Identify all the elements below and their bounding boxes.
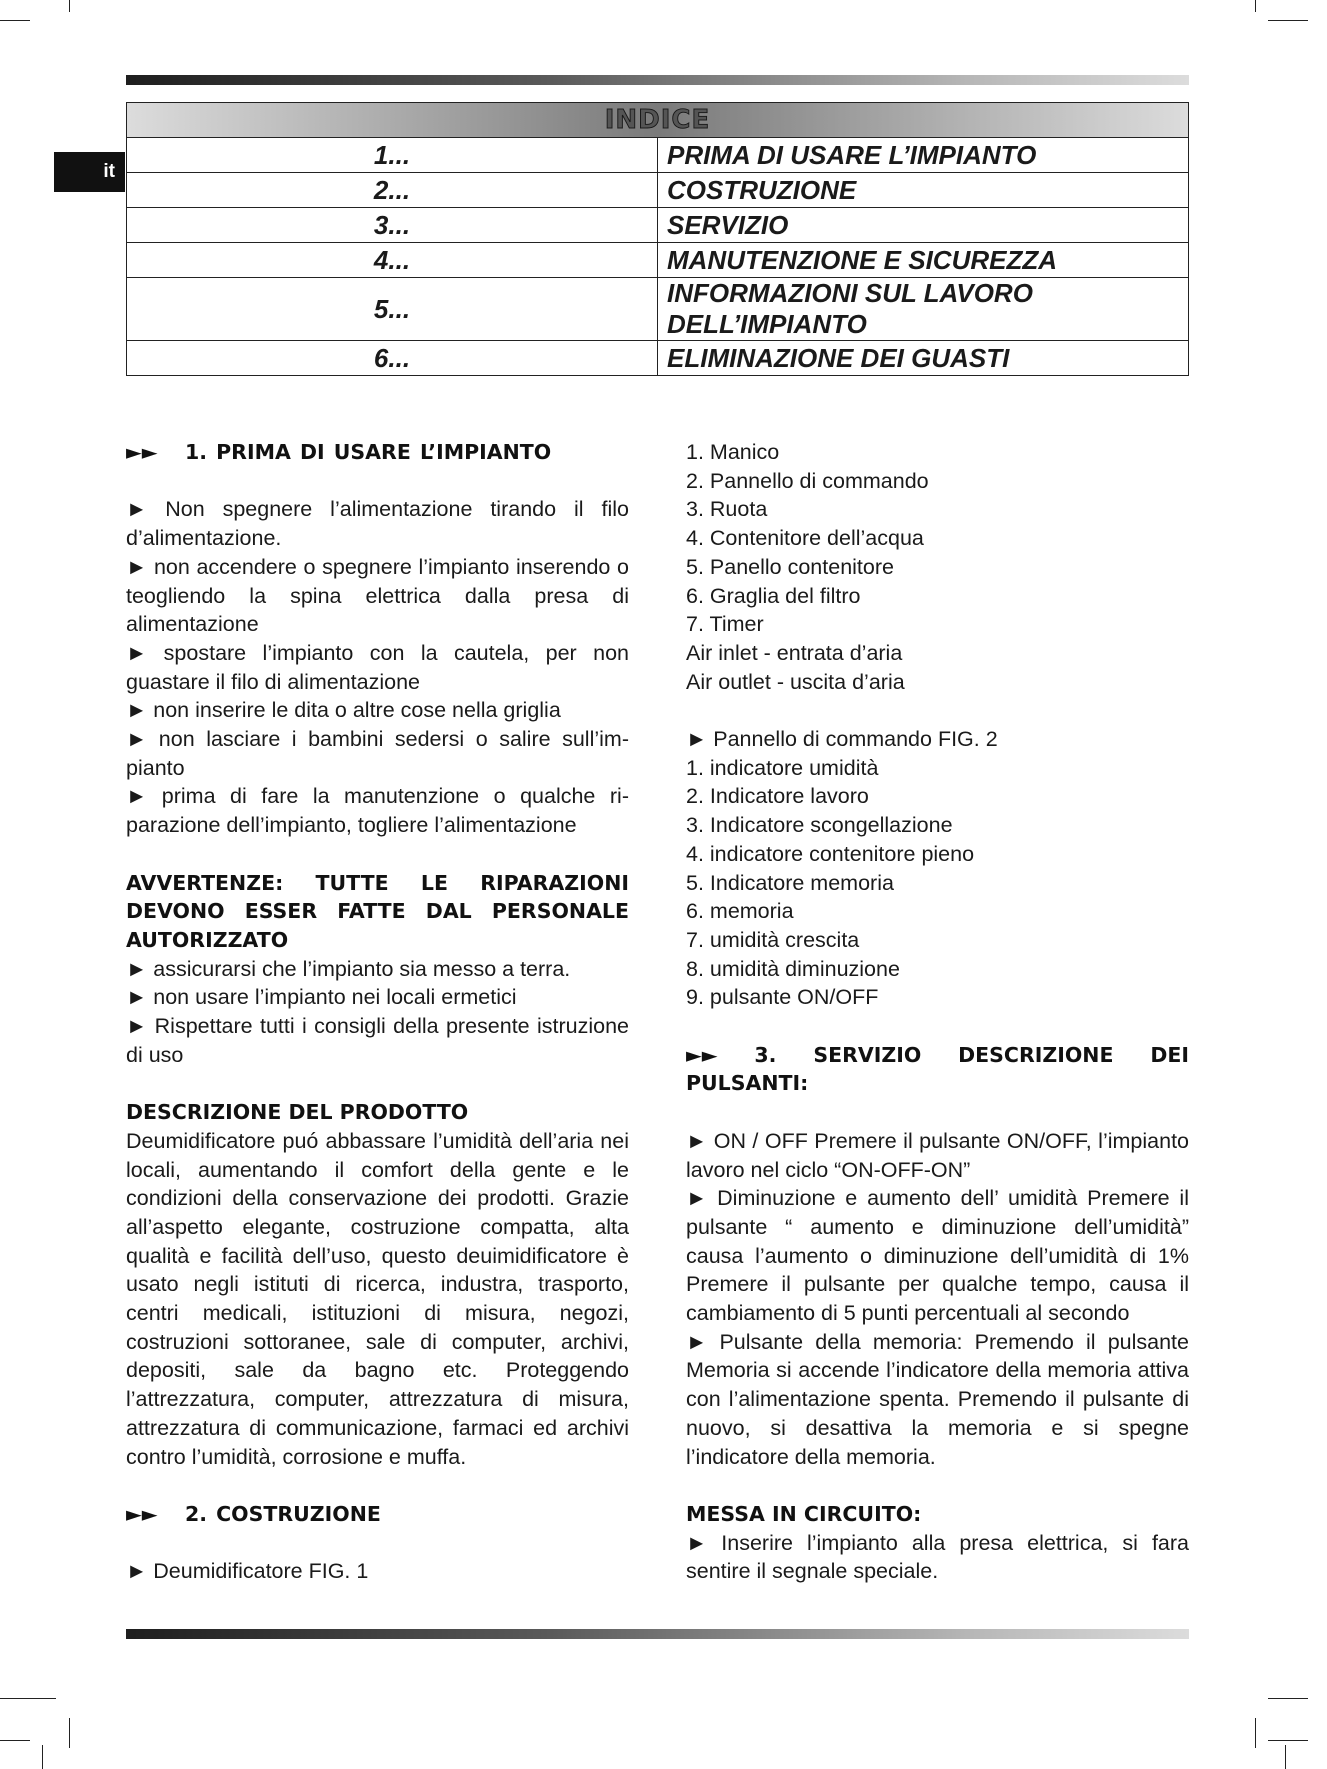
control-panel-item: 4. indicatore contenitore pieno [686, 841, 975, 866]
figure-1-reference: ► Deumidificatore FIG. 1 [126, 1559, 369, 1584]
crop-mark [0, 1698, 56, 1699]
part-list-item: 3. Ruota [686, 497, 768, 522]
part-list-item: 7. Timer [686, 612, 764, 637]
crop-mark [69, 1718, 70, 1748]
part-list-item: 1. Manico [686, 440, 780, 464]
index-row-number: 3... [127, 208, 658, 243]
control-panel-item: 7. umidità crescita [686, 927, 860, 952]
safety-bullet: ► Non spegnere l’alimentazione tirando il filo d’alimentazione. [126, 497, 629, 551]
circuit-text: ► Inserire l’impianto alla presa elettrica, si fara sentire il segnale speciale. [686, 1530, 1189, 1584]
safety-bullet: ► prima di fare la manutenzione o qualche riparazione dell’impianto, togliere l’alimentazione [126, 784, 629, 838]
warning-bullet: ► non usare l’impianto nei locali ermetici [126, 985, 517, 1010]
index-table [126, 102, 1189, 376]
index-row [127, 208, 1189, 243]
button-description: ► ON / OFF Premere il pulsante ON/OFF, l’impianto lavoro nel ciclo “ON-OFF-ON” [686, 1128, 1189, 1182]
index-row-number: 4... [127, 243, 658, 278]
control-panel-intro: ► Pannello di commando FIG. 2 [686, 727, 998, 752]
control-panel-item: 1. indicatore umidità [686, 755, 879, 780]
product-description-text: Deumidificatore puó abbassare l’umidità dell’aria nei locali, aumentando il comfort della gente e le condizioni della conservazione dei prodotti. Grazie all’aspetto elegante, costruzione compatta, alta qualità e facilità dell’uso, questo deuimidificatore è usato negli istituti di ricerca, industra, trasporto, centri medicali, istituzioni di misura, negozi, costruzioni sottoranee, sale di computer, archivi, depositi, sale da bagno etc. Proteggendo l’attrezzatura, computer, attrezzatura di misura, attrezzatura di communicazione, farmaci ed archivi contro l’umidità, corrosione e muffa. [126, 1128, 629, 1469]
section-3-heading: ►► 3. SERVIZIO DESCRIZIONE DEI PULSANTI: [686, 1042, 1189, 1096]
index-row-title: SERVIZIO [658, 208, 1189, 243]
crop-mark [69, 0, 70, 12]
safety-bullet: ► non accendere o spegnere l’impianto inserendo o teogliendo la spina elettrica dalla presa di alimentazione [126, 554, 629, 637]
warning-heading: AVVERTENZE: TUTTE LE RIPARAZIONI DEVONO ESSER FATTE DAL PERSONALE AUTORIZZATO [126, 870, 629, 952]
index-row-title: INFORMAZIONI SUL LAVORO DELL’IMPIANTO [658, 278, 1189, 341]
index-row-title: MANUTENZIONE E SICUREZZA [658, 243, 1189, 278]
index-row-number: 2... [127, 173, 658, 208]
control-panel-item: 3. Indicatore scongellazione [686, 813, 953, 838]
crop-mark [1255, 0, 1256, 12]
index-row [127, 138, 1189, 173]
crop-mark [0, 20, 30, 21]
index-row-title: ELIMINAZIONE DEI GUASTI [658, 341, 1189, 376]
part-list-item: Air outlet - uscita d’aria [686, 669, 905, 694]
crop-mark [1268, 1740, 1308, 1741]
circuit-heading: MESSA IN CIRCUITO: [686, 1501, 922, 1526]
part-list-item: 2. Pannello di commando [686, 468, 929, 493]
warning-bullet: ► assicurarsi che l’impianto sia messo a terra. [126, 956, 571, 981]
safety-bullet: ► spostare l’impianto con la cautela, per non guastare il filo di alimentazione [126, 640, 629, 694]
index-row [127, 278, 1189, 341]
header-gradient-bar [126, 75, 1189, 85]
right-column [686, 438, 1189, 1586]
index-title: INDICE [127, 103, 1189, 138]
left-column [126, 438, 629, 1586]
button-description: ► Diminuzione e aumento dell’ umidità Premere il pulsante “ aumento e diminuzione dell’umidità” causa l’aumento o diminuzione dell’umidità di 1% Premere il pulsante per qualche tempo, causa il cambiamento di 5 punti percentuali al secondo [686, 1186, 1189, 1326]
product-description-heading: DESCRIZIONE DEL PRODOTTO [126, 1100, 469, 1125]
language-tab: it [54, 152, 125, 192]
index-row-number: 1... [127, 138, 658, 173]
control-panel-item: 5. Indicatore memoria [686, 870, 894, 895]
crop-mark [1255, 1718, 1256, 1748]
crop-mark [1268, 20, 1308, 21]
footer-gradient-bar [126, 1629, 1189, 1639]
crop-mark [0, 1740, 30, 1741]
safety-bullet: ► non lasciare i bambini sedersi o salire sull’impianto [126, 727, 629, 780]
button-description: ► Pulsante della memoria: Premendo il pulsante Memoria si accende l’indicatore della memoria attiva con l’alimentazione spenta. Premendo il pulsante di nuovo, si desattiva la memoria e si spegne l’indicatore della memoria. [686, 1329, 1189, 1469]
index-row-number: 6... [127, 341, 658, 376]
section-2-heading: ►► 2. COSTRUZIONE [126, 1501, 381, 1526]
index-row-number: 5... [127, 278, 658, 341]
part-list-item: 5. Panello contenitore [686, 554, 894, 579]
section-1-heading: ►► 1. PRIMA DI USARE L’IMPIANTO [126, 440, 552, 464]
crop-mark [42, 1745, 43, 1769]
control-panel-item: 6. memoria [686, 899, 794, 924]
index-row-title: PRIMA DI USARE L’IMPIANTO [658, 138, 1189, 173]
part-list-item: 6. Graglia del filtro [686, 583, 861, 608]
safety-bullet: ► non inserire le dita o altre cose nella griglia [126, 698, 561, 723]
part-list-item: 4. Contenitore dell’acqua [686, 526, 924, 551]
part-list-item: Air inlet - entrata d’aria [686, 640, 903, 665]
index-row [127, 173, 1189, 208]
warning-bullet: ► Rispettare tutti i consigli della presente istruzione di uso [126, 1014, 629, 1067]
index-row [127, 341, 1189, 376]
index-row [127, 243, 1189, 278]
crop-mark [1268, 1698, 1308, 1699]
control-panel-item: 9. pulsante ON/OFF [686, 985, 879, 1010]
control-panel-item: 2. Indicatore lavoro [686, 784, 869, 809]
control-panel-item: 8. umidità diminuzione [686, 956, 900, 981]
index-row-title: COSTRUZIONE [658, 173, 1189, 208]
crop-mark [1285, 1745, 1286, 1769]
